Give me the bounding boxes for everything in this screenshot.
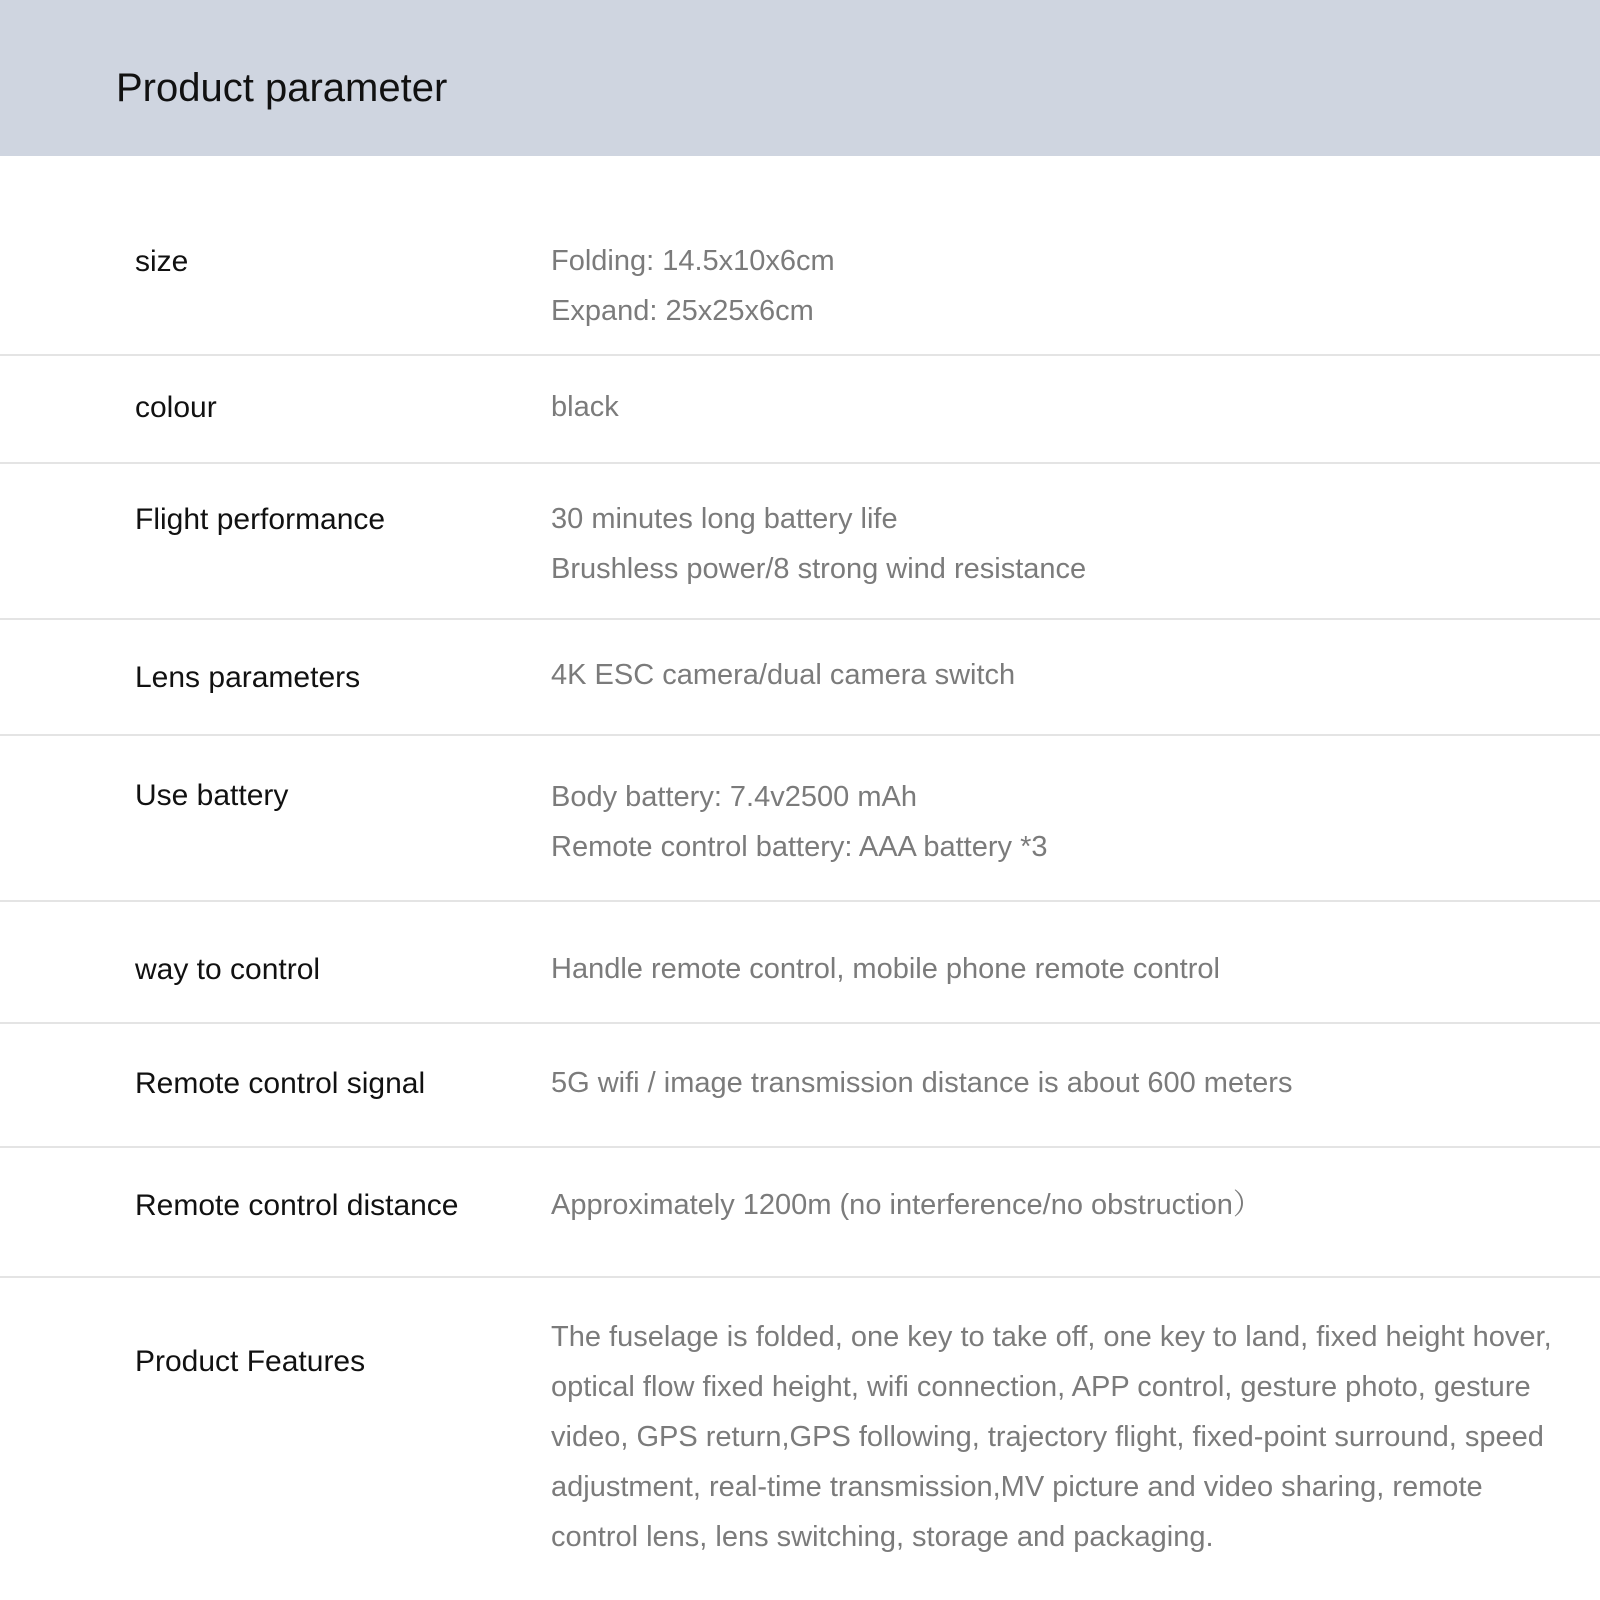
param-value-line: 30 minutes long battery life	[551, 503, 898, 535]
param-value	[551, 650, 1561, 700]
param-value-line: 5G wifi / image transmission distance is about 600 meters	[551, 1067, 1293, 1099]
param-row-lens-parameters	[0, 620, 1600, 736]
param-value-line: Handle remote control, mobile phone remote control	[551, 953, 1220, 985]
param-value	[551, 1312, 1561, 1562]
param-row-use-battery	[0, 736, 1600, 902]
param-value	[551, 944, 1561, 994]
param-label: Product Features	[135, 1345, 366, 1378]
param-value-line: Folding: 14.5x10x6cm	[551, 245, 835, 277]
param-value	[551, 236, 1561, 336]
param-label: size	[135, 245, 189, 278]
param-row-way-to-control	[0, 902, 1600, 1024]
param-row-product-features	[0, 1278, 1600, 1600]
param-row-size	[0, 156, 1600, 356]
param-label: Use battery	[135, 779, 289, 812]
page-title: Product parameter	[116, 66, 448, 110]
header-banner	[0, 0, 1600, 156]
param-value	[551, 772, 1561, 872]
param-label: way to control	[135, 953, 321, 986]
param-row-flight-performance	[0, 464, 1600, 620]
param-row-remote-control-signal	[0, 1024, 1600, 1148]
param-row-colour	[0, 356, 1600, 464]
param-value	[551, 1180, 1561, 1230]
param-value-line: Approximately 1200m (no interference/no obstruction）	[551, 1189, 1262, 1221]
param-label: Flight performance	[135, 503, 386, 536]
param-value	[551, 494, 1561, 594]
param-label: Remote control signal	[135, 1067, 426, 1100]
param-value-paragraph: The fuselage is folded, one key to take off, one key to land, fixed height hover, optical flow fixed height, wifi connection, APP control, gesture photo, gesture video, GPS return,GPS following, trajectory flight, fixed-point surround, speed adjustment, real-time transmission,MV picture and video sharing, remote control lens, lens switching, storage and packaging.	[551, 1321, 1552, 1553]
parameter-table	[0, 156, 1600, 1600]
param-label: Lens parameters	[135, 661, 361, 694]
param-label: colour	[135, 391, 217, 424]
param-value-line: Remote control battery: AAA battery *3	[551, 831, 1048, 863]
param-value	[551, 382, 1561, 432]
param-row-remote-control-distance	[0, 1148, 1600, 1278]
param-value-line: Brushless power/8 strong wind resistance	[551, 553, 1087, 585]
param-value-line: Body battery: 7.4v2500 mAh	[551, 781, 917, 813]
param-label: Remote control distance	[135, 1189, 459, 1222]
param-value-line: 4K ESC camera/dual camera switch	[551, 659, 1016, 691]
param-value-line: black	[551, 391, 619, 423]
param-value	[551, 1058, 1561, 1108]
param-value-line: Expand: 25x25x6cm	[551, 295, 814, 327]
